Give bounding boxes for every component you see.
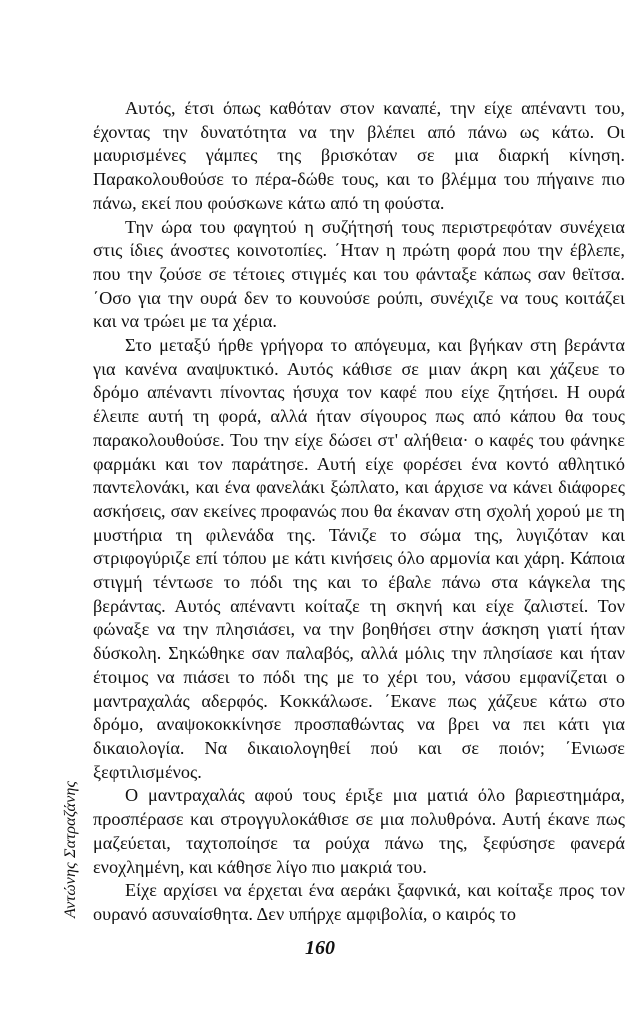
paragraph: Είχε αρχίσει να έρχεται ένα αεράκι ξαφνικά, και κοίταξε προς τον ουρανό ασυναίσθητα. Δεν υπήρχε αμφιβολία, ο καιρός το	[93, 880, 625, 924]
paragraph: Αυτός, έτσι όπως καθόταν στον καναπέ, την είχε απέναντι του, έχοντας την δυνατότητα να την βλέπει από πάνω ως κάτω. Οι μαυρισμένες γάμπες της βρισκόταν σε μια διαρκή κίνηση. Παρακολουθούσε το πέρα-δώθε τους, και το βλέμμα του πήγαινε πιο πάνω, εκεί που φούσκωνε κάτω από τη φούστα.	[93, 98, 625, 213]
page-number: 160	[305, 937, 335, 959]
paragraph: Στο μεταξύ ήρθε γρήγορα το απόγευμα, και βγήκαν στη βεράντα για κανένα αναψυκτικό. Αυτός κάθισε σε μιαν άκρη και χάζευε το δρόμο απέναντι πίνοντας ήσυχα τον καφέ που είχε ζητήσει. Η ουρά έλειπε αυτή τη φορά, αλλά ήταν σίγουρος πως από κάπου θα τους παρακολουθούσε. Του την είχε δώσει στ' αλήθεια· ο καφές του φάνηκε φαρμάκι και τον παράτησε. Αυτή είχε φορέσει ένα κοντό αθλητικό παντελονάκι, και ένα φανελάκι ξώπλατο, και άρχισε να κάνει διάφορες ασκήσεις, σαν εκείνες προφανώς που θα έκαναν στη σχολή χορού με τη μυστήρια τη φιλενάδα της. Τάνιζε το σώμα της, λυγιζόταν και στριφογύριζε επί τόπου με κάτι κινήσεις όλο αρμονία και χάρη. Κάποια στιγμή τέντωσε το πόδι της και το έβαλε πάνω στα κάγκελα της βεράντας. Αυτός απέναντι κοίταζε τη σκηνή και είχε ζαλιστεί. Τον φώναξε να την πλησιάσει, να την βοηθήσει στην άσκηση γιατί ήταν δύσκολη. Σηκώθηκε σαν παλαβός, αλλά μόλις την πλησίασε και ήταν έτοιμος να πιάσει το πόδι της με το χέρι του, νάσου εμφανίζεται ο μαντραχαλάς αδερφός. Κοκκάλωσε. ΄Εκανε πως χάζευε κάτω στο δρόμο, αναψοκοκκίνησε προσπαθώντας να βρει να πει κάτι για δικαιολογία. Να δικαιολογηθεί πού και σε ποιόν; ΄Ενιωσε ξεφτιλισμένος.	[93, 335, 625, 782]
paragraph: Την ώρα του φαγητού η συζήτησή τους περιστρεφόταν συνέχεια στις ίδιες άνοστες κοινοτοπίες. ΄Ηταν η πρώτη φορά που την έβλεπε, που την ζούσε σε τέτοιες στιγμές και του φάνταξε κάπως σαν θεϊτσα. ΄Οσο για την ουρά δεν το κουνούσε ρούπι, συνέχιζε να τους κοιτάζει και να τρώει με τα χέρια.	[93, 216, 625, 332]
body-text	[93, 97, 625, 927]
running-head-author: Αντώνης Σατραζάνης	[62, 780, 79, 918]
paragraph: Ο μαντραχαλάς αφού τους έριξε μια ματιά όλο βαριεστημάρα, προσπέρασε και στρογγυλοκάθισε σε μια πολυθρόνα. Αυτή έκανε πως μαζεύεται, ταχτοποίησε τα ρούχα πάνω της, ξεφύσησε φανερά ενοχλημένη, και κάθησε λίγο πιο μακριά του.	[93, 785, 625, 877]
